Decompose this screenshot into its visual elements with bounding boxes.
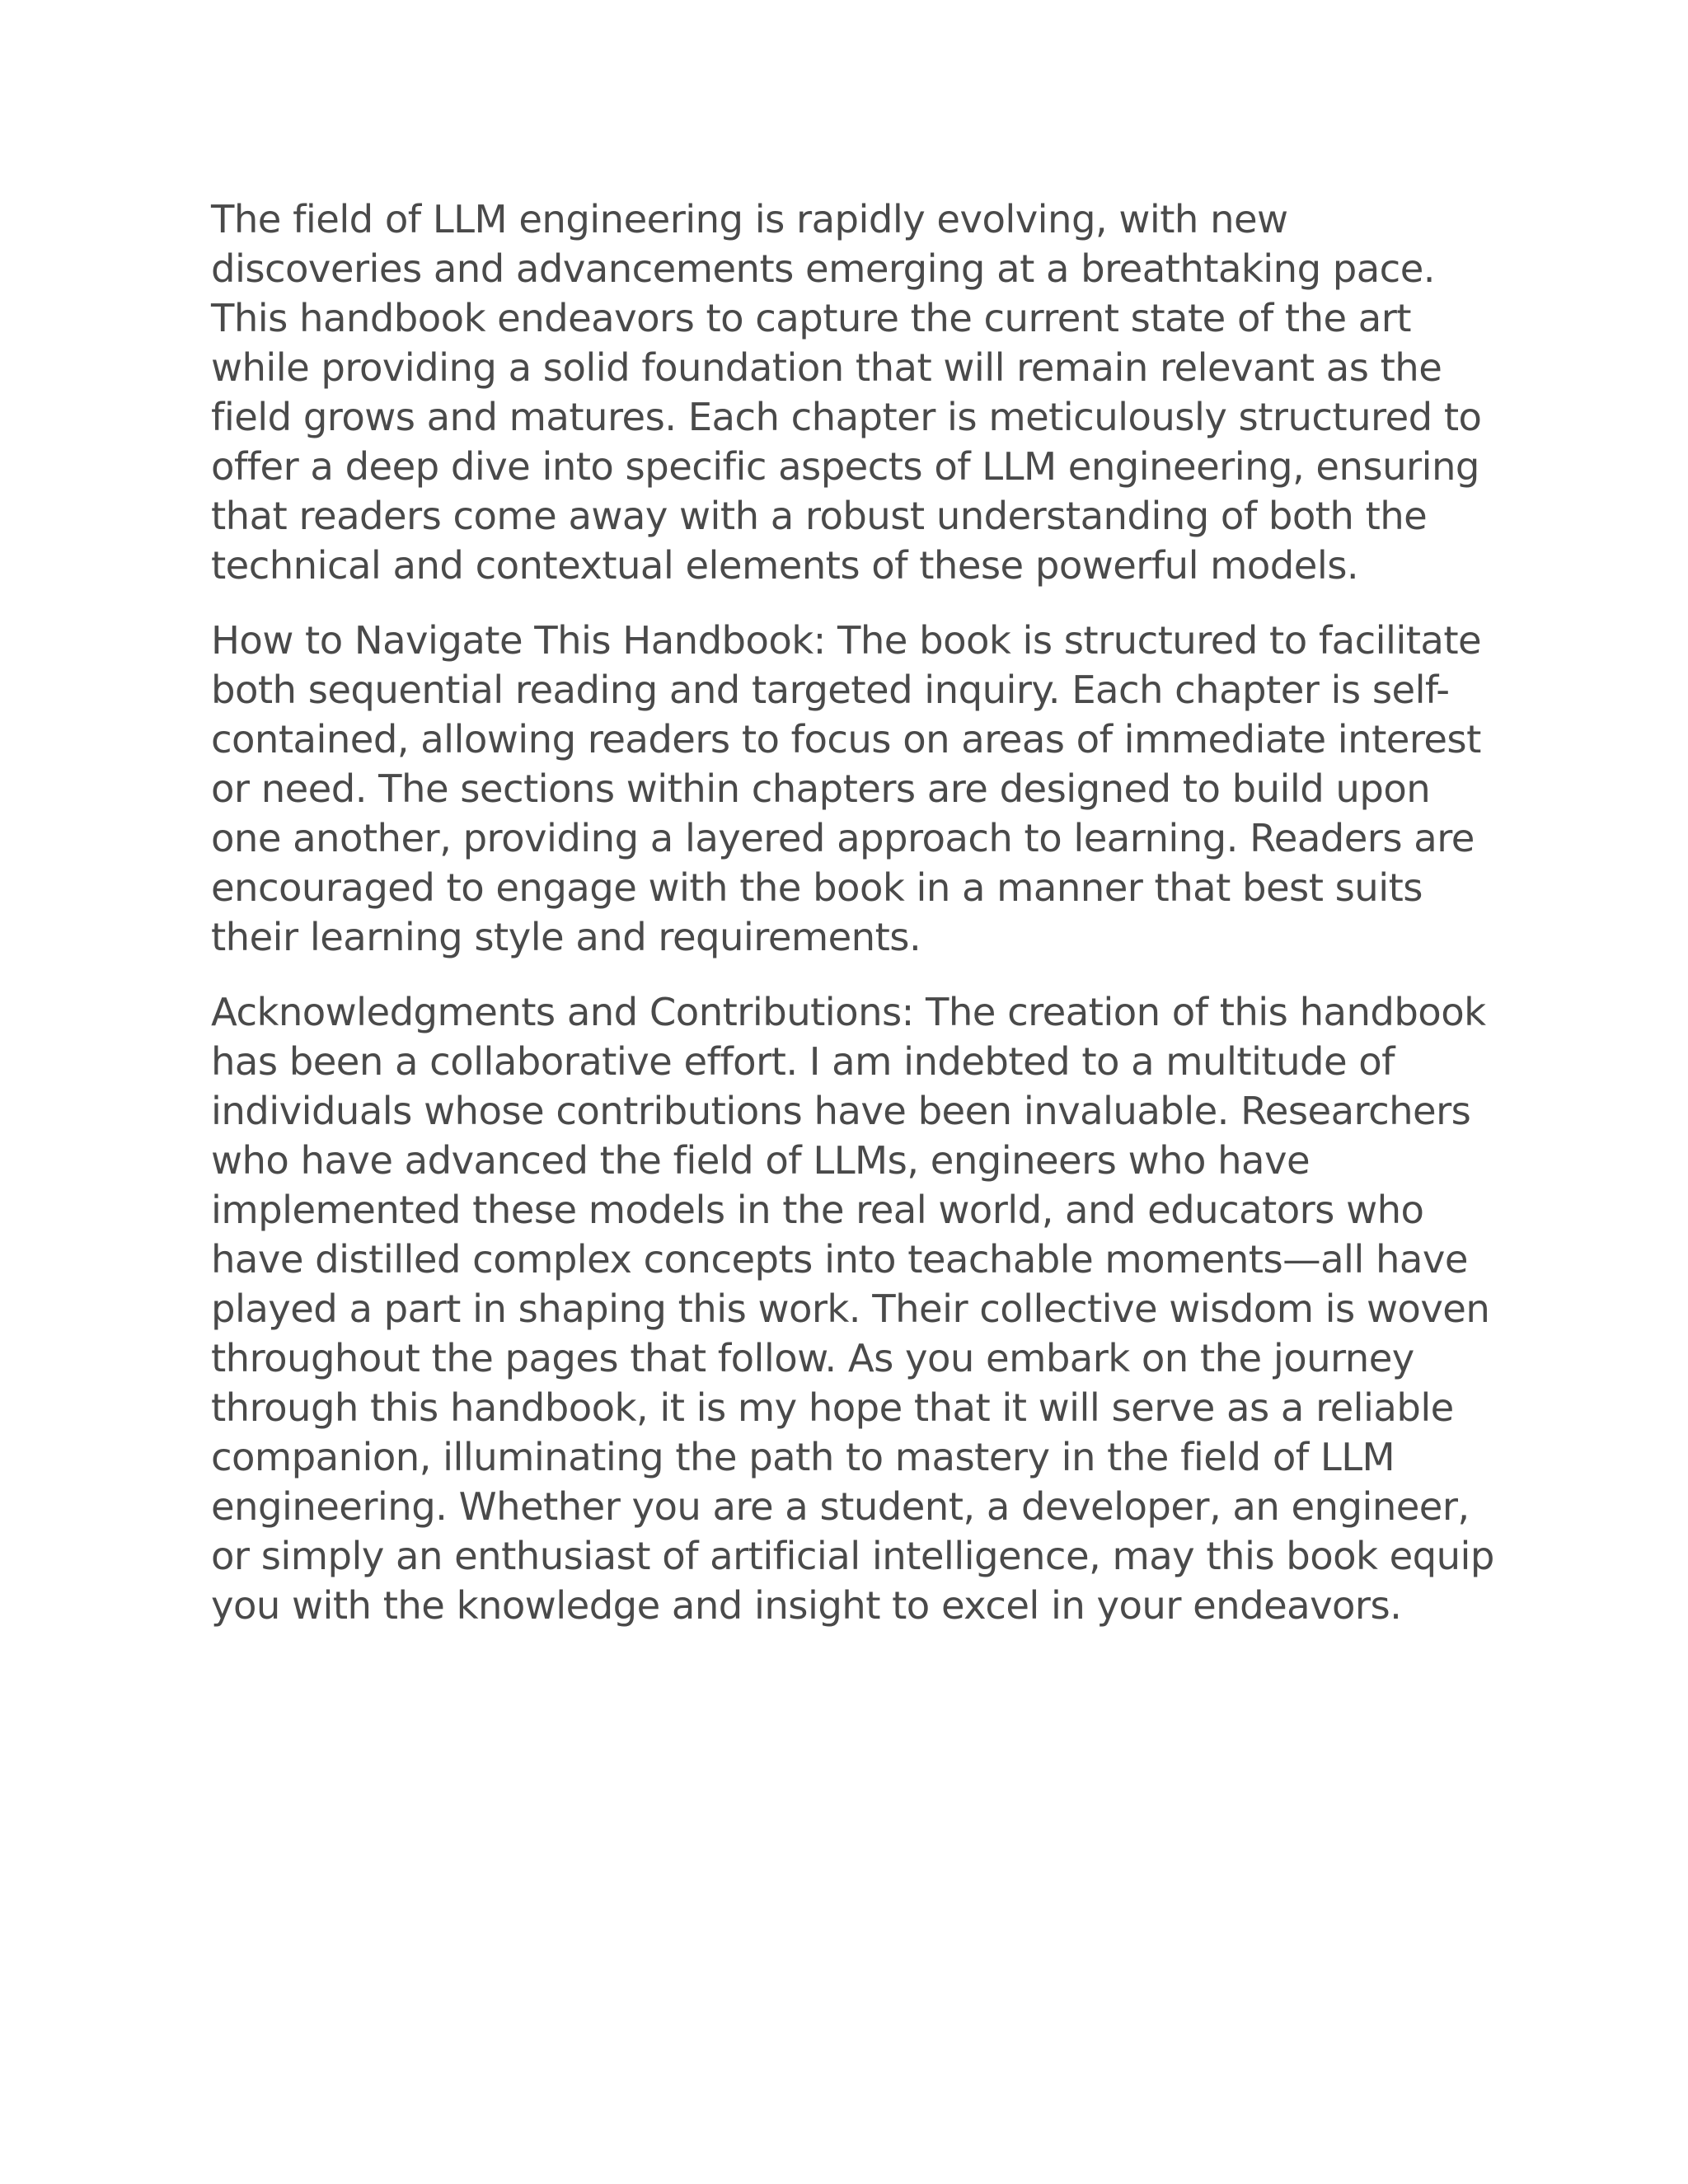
paragraph-acknowledgments: Acknowledgments and Contributions: The creation of this handbook has been a collaborative effort. I am indebted to a multitude of individuals whose contributions have been invaluable. Researchers who have advanced the field of LLMs, engineers who have implemented these models in the real world, and educators who have distilled complex concepts into teachable moments—all have played a part in shaping this work. Their collective wisdom is woven throughout the pages that follow. As you embark on the journey through this handbook, it is my hope that it will serve as a reliable companion, illuminating the path to mastery in the field of LLM engineering. Whether you are a student, a developer, an engineer, or simply an enthusiast of artificial intelligence, may this book equip you with the knowledge and insight to excel in your endeavors. (211, 990, 1494, 1628)
body-text (211, 194, 1497, 1656)
paragraph-intro: The field of LLM engineering is rapidly evolving, with new discoveries and advancements emerging at a breathtaking pace. This handbook endeavors to capture the current state of the art while providing a solid foundation that will remain relevant as the field grows and matures. Each chapter is meticulously structured to offer a deep dive into specific aspects of LLM engineering, ensuring that readers come away with a robust understanding of both the technical and contextual elements of these powerful models. (211, 197, 1482, 588)
paragraph-navigation: How to Navigate This Handbook: The book is structured to facilitate both sequential reading and targeted inquiry. Each chapter is self-contained, allowing readers to focus on areas of immediate interest or need. The sections within chapters are designed to build upon one another, providing a layered approach to learning. Readers are encouraged to engage with the book in a manner that best suits their learning style and requirements. (211, 618, 1482, 959)
